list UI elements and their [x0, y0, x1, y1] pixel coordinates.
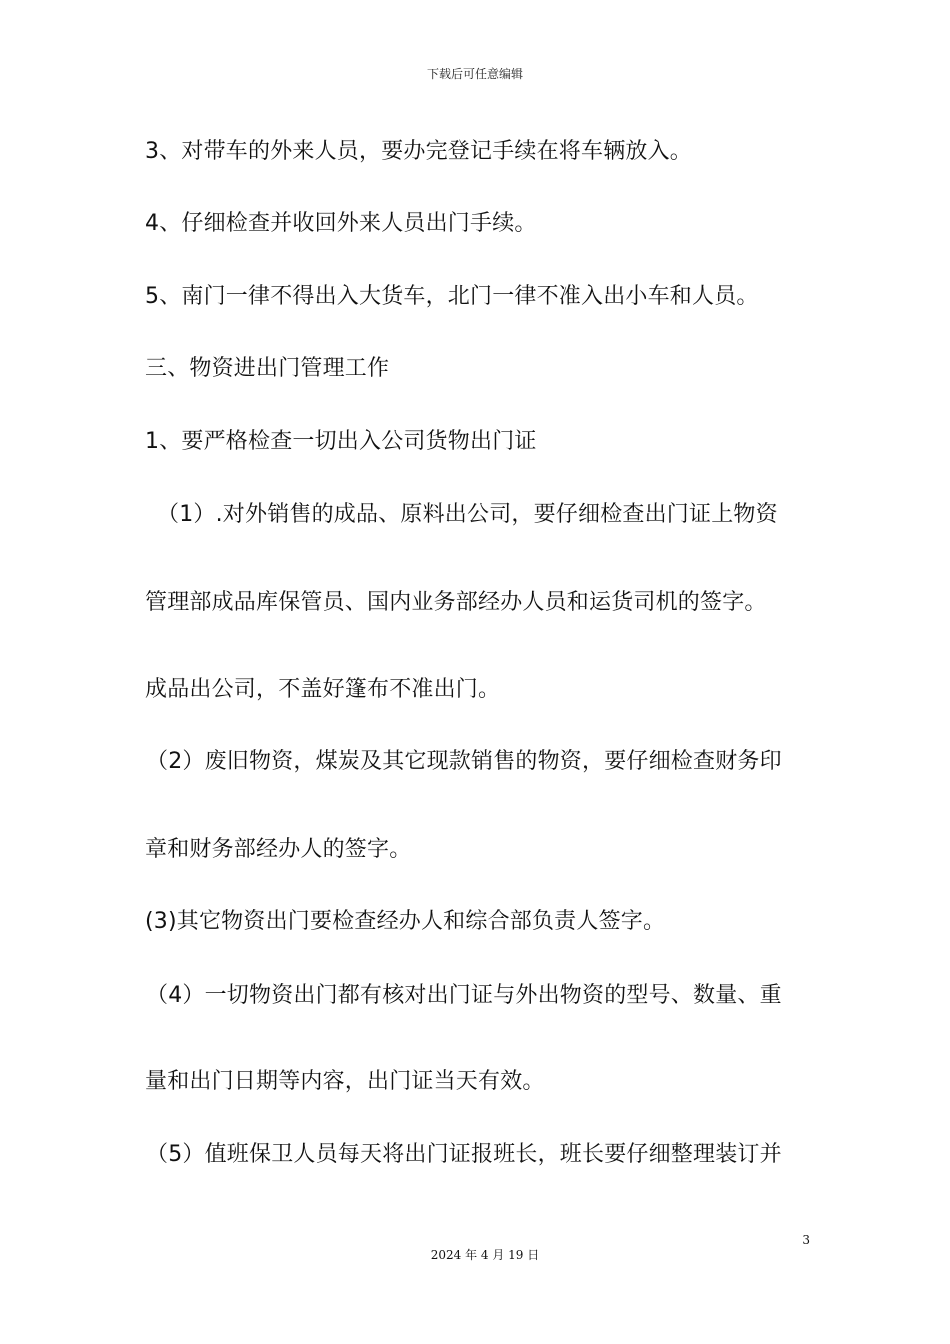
- paragraph: 3、对带车的外来人员，要办完登记手续在将车辆放入。: [145, 139, 692, 164]
- paragraph: 管理部成品库保管员、国内业务部经办人员和运货司机的签字。: [145, 590, 767, 615]
- paragraph: 成品出公司，不盖好篷布不准出门。: [145, 677, 501, 702]
- page-header: 下载后可任意编辑: [426, 67, 523, 81]
- paragraph: 5、南门一律不得出入大货车，北门一律不准入出小车和人员。: [145, 284, 759, 309]
- paragraph: （4）一切物资出门都有核对出门证与外出物资的型号、数量、重: [146, 983, 782, 1008]
- paragraph: 量和出门日期等内容，出门证当天有效。: [145, 1069, 545, 1094]
- page-number: 3: [802, 1233, 810, 1247]
- paragraph: 章和财务部经办人的签字。: [145, 837, 412, 862]
- paragraph: 1、要严格检查一切出入公司货物出门证: [145, 429, 537, 454]
- paragraph: （5）值班保卫人员每天将出门证报班长，班长要仔细整理装订并: [146, 1142, 782, 1167]
- section-heading: 三、物资进出门管理工作: [145, 356, 390, 381]
- paragraph: (3)其它物资出门要检查经办人和综合部负责人签字。: [145, 909, 666, 934]
- page-footer-date: 2024 年 4 月 19 日: [430, 1248, 540, 1262]
- paragraph: （1）.对外销售的成品、原料出公司，要仔细检查出门证上物资: [157, 502, 778, 527]
- paragraph: （2）废旧物资，煤炭及其它现款销售的物资，要仔细检查财务印: [146, 749, 782, 774]
- paragraph: 4、仔细检查并收回外来人员出门手续。: [145, 211, 537, 236]
